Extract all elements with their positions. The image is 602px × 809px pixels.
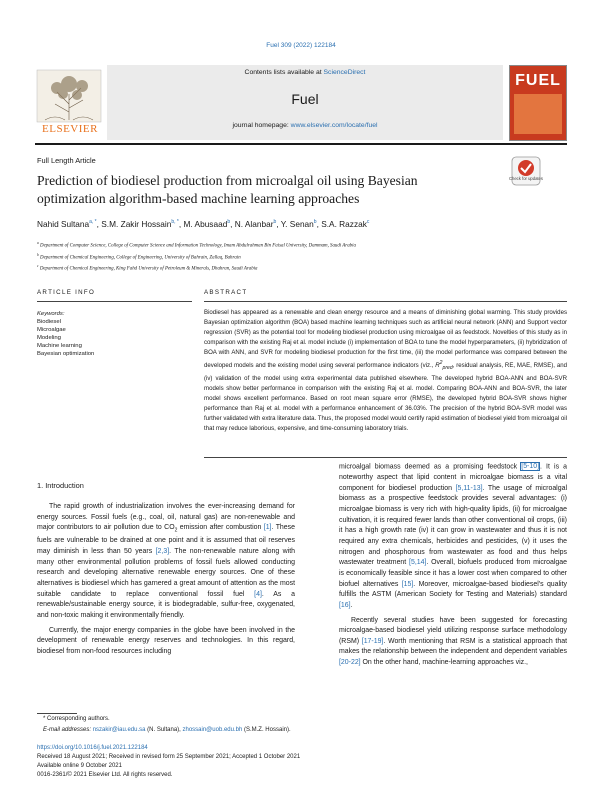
text-run: . Overall, biofuels produced from microalgae is economically feasible since it has a lower cost when compared to other biofuel alternatives — [339, 559, 567, 588]
author[interactable]: Y. Senan — [280, 219, 314, 229]
check-for-updates-label[interactable]: Check for updates — [509, 176, 543, 181]
author[interactable]: N. Alanbar — [234, 219, 274, 229]
author-list: Nahid Sultana$^{a, *}$, S.M. Zakir Hossain$^{b, *}$, M. Abusaad$^b$, N. Alanbar$^b$, Y. Senan$^b$, S.A. Razzak$^c$ — [37, 219, 370, 229]
journal-info-box — [107, 65, 503, 140]
copyright-line: 0016-2361/© 2021 Elsevier Ltd. All rights reserved. — [37, 772, 173, 778]
contents-line — [107, 69, 503, 76]
journal-header — [35, 65, 567, 145]
homepage-link[interactable]: www.elsevier.com/locate/fuel — [290, 122, 378, 129]
affiliation-mark: a — [37, 241, 39, 245]
author-affiliation-mark[interactable]: b — [273, 219, 277, 226]
paragraph: Currently, the major energy companies in the globe have been involved in the development of renewable energy reserves and technologies. In this regard, biodiesel from non-food resources including — [37, 626, 295, 655]
affiliation — [37, 251, 567, 263]
paragraph — [339, 616, 567, 669]
online-date: Available online 9 October 2021 — [37, 763, 122, 769]
paragraph — [339, 462, 567, 612]
keyword: Microalgae — [37, 327, 66, 333]
text-run: emission after combustion — [177, 524, 264, 532]
divider — [204, 457, 567, 458]
keyword: Biodiesel — [37, 319, 61, 325]
journal-cover-thumbnail[interactable] — [509, 65, 567, 141]
author[interactable]: Nahid Sultana — [37, 219, 90, 229]
citation-link[interactable]: [20-22] — [339, 659, 361, 667]
text-run: . The non-renewable nature along with many other environmental pollution problems of fossil fuels allowed conducting research and developing alternative renewable energy sources. One of these alternatives is biodiesel which has garnered a great amount of attention as the most suitable candidate to replace conventional fossil fuel — [37, 548, 296, 598]
text-run: . It is a noteworthy aspect that lipid content in microalgae biomass is a vital component for biodiesel production — [339, 463, 568, 492]
author[interactable]: M. Abusaad — [183, 219, 228, 229]
article-title: Prediction of biodiesel production from microalgal oil using Bayesian optimization algorithm-based machine learning approaches — [37, 173, 418, 206]
r2-letter: R — [435, 362, 440, 370]
footnote-divider — [37, 713, 77, 714]
email-link[interactable]: zhossain@uob.edu.bh — [182, 727, 243, 733]
keyword: Bayesian optimization — [37, 351, 95, 357]
affiliation — [37, 239, 567, 251]
email-owner: (N. Sultana), — [145, 727, 183, 733]
affiliations — [37, 239, 567, 274]
author[interactable]: S.M. Zakir Hossain — [101, 219, 172, 229]
check-for-updates-icon[interactable] — [510, 155, 542, 187]
text-run: . Moreover, microalgae-based biodiesel's quality fulfills the ASTM (American Society for Testing and Materials) standard — [339, 580, 567, 599]
citation-link[interactable]: [1] — [263, 524, 272, 532]
email-addresses — [43, 727, 291, 733]
text-run: . — [350, 601, 353, 609]
citation-link[interactable]: [16] — [339, 601, 351, 609]
author-affiliation-mark[interactable]: b — [227, 219, 231, 226]
author-affiliation-mark[interactable]: c — [366, 219, 370, 226]
text-run: microalgal biomass deemed as a promising feedstock — [339, 463, 522, 471]
citation-link[interactable]: [4] — [254, 590, 262, 598]
r2-superscript: 2 — [439, 360, 443, 367]
article-type: Full Length Article — [37, 156, 96, 165]
author-affiliation-mark[interactable]: b — [313, 219, 317, 226]
body-column-right — [339, 462, 567, 673]
article-info-heading: ARTICLE INFO — [37, 289, 96, 296]
section-heading: 1. Introduction — [37, 481, 84, 490]
sciencedirect-link[interactable]: ScienceDirect — [323, 69, 366, 76]
text-run: . As a renewable/sustainable energy source, it is biodegradable, sulfur-free, oxygenated, and non-toxic making it environmentally friendly. — [37, 590, 295, 619]
cover-title: FUEL — [515, 72, 561, 89]
divider — [204, 301, 567, 302]
affiliation-text: Department of Chemical Engineering, King Fahd University of Petroleum & Minerals, Dhahran, Saudi Arabia — [39, 266, 258, 272]
citation-link[interactable]: [5,14] — [409, 559, 427, 567]
abstract-part: Biodiesel has appeared as a renewable and clean energy resource and a means of diminishing global warming. This study provides Bayesian optimization algorithm (BOA) based machine learning techniques such as artificial neural network (ANN) and Support vector regression (SVR) as the potential tool for modeling biodiesel production using microalgae oil as feedstock. Novelties of this study as in comparison with the existing Raj et al. model include (i) implementation of BOA to tune the model hyperparameters, (ii) hybridization of BOA with ANN, and SVR for modeling biodiesel production for the first time, (iii) the model performance was compared between the developed models and the existing model using several performance indicators (viz., — [204, 309, 567, 370]
elsevier-wordmark: ELSEVIER — [42, 123, 98, 135]
affiliation-mark: c — [37, 264, 39, 269]
text-run: . Worth mentioning that RSM is a statistical approach that makes the relationship between the independent and dependent variables — [339, 637, 567, 656]
contents-prefix: Contents lists available at — [244, 69, 324, 76]
received-dates: Received 18 August 2021; Received in revised form 25 September 2021; Accepted 1 October 2021 — [37, 754, 301, 760]
text-run: . These fuels are vulnerable to be drained at one point and it is assumed that oil reserves may diminish in less than 50 years — [37, 524, 295, 556]
keywords-block — [37, 310, 187, 358]
author-affiliation-mark[interactable]: a, * — [89, 219, 97, 226]
citation-link[interactable]: [15] — [401, 580, 414, 588]
affiliation-text: Department of Chemical Engineering, College of Engineering, University of Bahrain, Zallaq, Bahrain — [40, 255, 241, 261]
citation-link-selected[interactable]: [5-10] — [521, 463, 540, 471]
body-column-left — [37, 502, 295, 662]
corresponding-author-note: * Corresponding authors. — [43, 716, 110, 722]
subscript: 2 — [174, 527, 178, 534]
affiliation-text: Department of Computer Science, College of Computer Science and Information Technology, Imam Abdulrahman Bin Faisal University, Dammam, Saudi Arabia — [40, 243, 356, 249]
abstract-heading: ABSTRACT — [204, 289, 248, 296]
journal-name: Fuel — [291, 91, 319, 107]
citation-link[interactable]: [5,11-13] — [455, 484, 483, 492]
divider — [37, 301, 192, 302]
email-owner: (S.M.Z. Hossain). — [242, 727, 291, 733]
doi-link[interactable]: https://doi.org/10.1016/j.fuel.2021.122184 — [37, 745, 148, 751]
r2-pred-symbol — [435, 360, 453, 372]
affiliation-mark: b — [37, 252, 39, 257]
text-run: . The usage of microalgal biomass as a prospective feedstock provides several advantages: (i) microalgae biomass is very rich with high-quality lipids, (ii) for microalgae cultivation, it is required fewer lands than other conventional oil crops, (iii) it has a high growth rate (iv) it can grow in wastewater and thus it is not required any extra chemicals, herbicides and pesticides, (v) it uses the nitrogen and phosphorous from wastewater as food and thus helps wastewater treatment — [339, 484, 567, 567]
homepage-prefix: journal homepage: — [232, 122, 291, 129]
citation-link[interactable]: [17-19] — [361, 637, 384, 645]
abstract-text — [204, 308, 567, 434]
text-run: Recently several studies have been suggested for forecasting microalgae-based biodiesel yield utilizing response surface methodology (RSM) — [339, 616, 567, 645]
author-affiliation-mark[interactable]: b, * — [171, 219, 179, 226]
homepage-line — [107, 122, 503, 129]
author[interactable]: S.A. Razzak — [321, 219, 367, 229]
r2-subscript: pred — [442, 365, 453, 372]
journal-citation[interactable]: Fuel 309 (2022) 122184 — [266, 42, 336, 49]
keywords-label: Keywords: — [37, 311, 65, 317]
citation-link[interactable]: [2,3] — [155, 548, 170, 556]
keyword: Machine learning — [37, 343, 82, 349]
paragraph — [37, 502, 295, 622]
email-link[interactable]: nszakir@iau.edu.sa — [92, 727, 146, 733]
text-run: On the other hand, machine-learning approaches viz., — [360, 659, 528, 667]
email-label: E-mail addresses: — [43, 727, 93, 733]
cover-artwork — [514, 94, 562, 134]
keyword: Modeling — [37, 335, 61, 341]
text-run: The rapid growth of industrialization involves the ever-increasing demand for energy sources. Fossil fuels (e.g., coal, oil, natural gas) are non-renewable and major contributors to air pollution due to CO — [37, 503, 295, 532]
abstract-part: , residual analysis, RE, MAE, RMSE), and (iv) validation of the model using extra experimental data published elsewhere. The developed hybrid BOA-ANN and BOA-SVR models show better performance in comparison with the existing Raj et al. model. Comparing BOA-ANN and BOA-SVR, the later model shows excellent performance. Based on root mean square error (RMSE), the developed hybrid BOA-SVR shows higher performance than Raj et al. model with a performance enhancement of 36.03%. The precision of the hybrid BOA-SVR model was further validated with extra literature data. Thus, the proposed model would certify rapid estimation of biodiesel yield from microalgal oil that may reduce laborious, expensive, and time-consuming laboratory trials. — [204, 362, 568, 432]
affiliation — [37, 262, 567, 274]
